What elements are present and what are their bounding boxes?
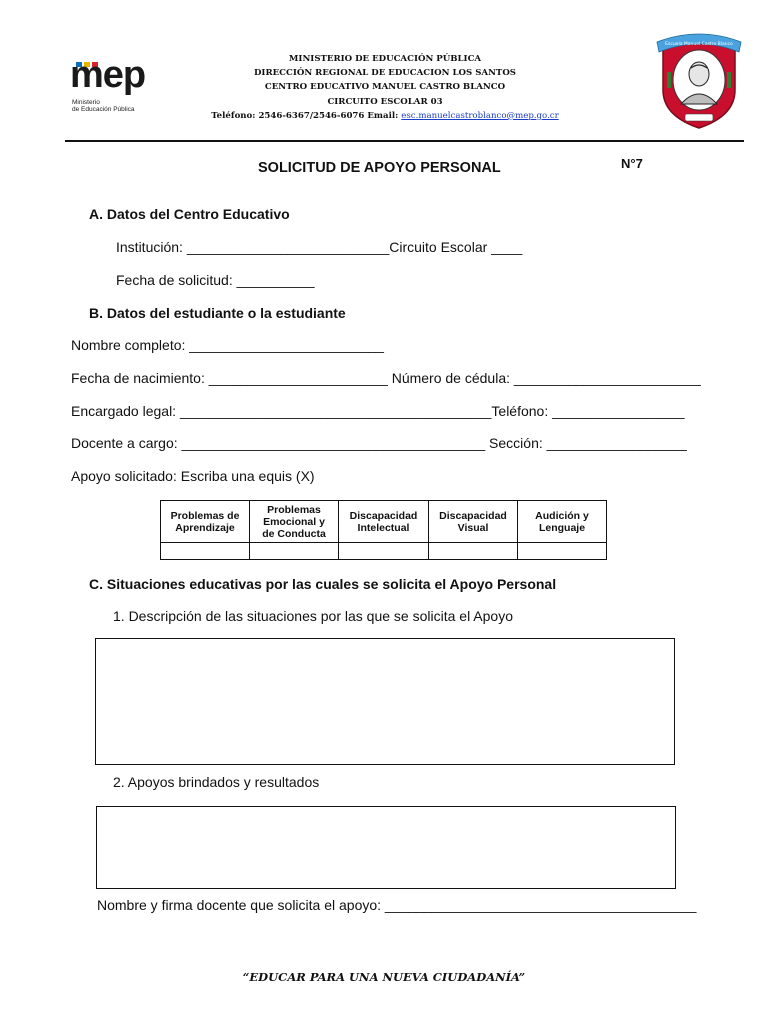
header-line-2: DIRECCIÓN REGIONAL DE EDUCACION LOS SANTOS xyxy=(253,68,517,79)
header-text xyxy=(150,52,620,123)
header-line-3: CENTRO EDUCATIVO MANUEL CASTRO BLANCO xyxy=(264,82,506,93)
nacimiento-cedula-field[interactable]: Fecha de nacimiento: _______________________ Número de cédula: ________________________ xyxy=(71,370,701,386)
table-header-row xyxy=(161,501,607,543)
cell-visual[interactable] xyxy=(429,543,518,560)
descripcion-textbox[interactable] xyxy=(95,638,675,765)
mep-logo xyxy=(70,54,150,120)
cell-intelectual[interactable] xyxy=(339,543,429,560)
email-link[interactable]: esc.manuelcastroblanco@mep.go.cr xyxy=(401,110,559,121)
encargado-telefono-field[interactable]: Encargado legal: ________________________________________Teléfono: _________________ xyxy=(71,403,685,419)
item-2-label: 2. Apoyos brindados y resultados xyxy=(113,774,320,790)
firma-field[interactable]: Nombre y firma docente que solicita el apoyo: ________________________________________ xyxy=(97,897,697,913)
section-a-heading: A. Datos del Centro Educativo xyxy=(89,206,290,222)
cell-aprendizaje[interactable] xyxy=(161,543,250,560)
crest-banner-text: Escuela Manuel Castro Blanco xyxy=(665,42,733,47)
form-title: SOLICITUD DE APOYO PERSONAL xyxy=(258,160,501,176)
fecha-solicitud-field[interactable]: Fecha de solicitud: __________ xyxy=(116,272,315,288)
header-intelectual: Discapacidad Intelectual xyxy=(339,501,429,543)
header-aprendizaje: Problemas de Aprendizaje xyxy=(161,501,250,543)
logo-word: mep xyxy=(70,54,146,96)
form-number: N°7 xyxy=(621,156,643,171)
header-visual: Discapacidad Visual xyxy=(429,501,518,543)
item-1-label: 1. Descripción de las situaciones por las que se solicita el Apoyo xyxy=(113,608,513,624)
header-divider xyxy=(65,140,744,142)
header-contact: Teléfono: 2546-6367/2546-6076 Email: esc.manuelcastroblanco@mep.go.cr xyxy=(211,110,559,121)
nombre-field[interactable]: Nombre completo: _________________________ xyxy=(71,337,384,353)
section-c-heading: C. Situaciones educativas por las cuales se solicita el Apoyo Personal xyxy=(89,576,557,592)
apoyo-instruction: Apoyo solicitado: Escriba una equis (X) xyxy=(71,468,315,484)
logo-subtitle: Ministerio de Educación Pública xyxy=(72,99,135,113)
institucion-field[interactable]: Institución: __________________________Circuito Escolar ____ xyxy=(116,239,523,255)
header-emocional: Problemas Emocional y de Conducta xyxy=(250,501,339,543)
section-b-heading: B. Datos del estudiante o la estudiante xyxy=(89,305,346,321)
footer-motto: “EDUCAR PARA UNA NUEVA CIUDADANÍA” xyxy=(242,970,526,984)
cell-audicion[interactable] xyxy=(518,543,607,560)
apoyos-textbox[interactable] xyxy=(96,806,676,889)
header-line-4: CIRCUITO ESCOLAR 03 xyxy=(327,96,443,107)
apoyo-table xyxy=(160,500,607,560)
docente-seccion-field[interactable]: Docente a cargo: _______________________________________ Sección: __________________ xyxy=(71,435,687,451)
header-line-1: MINISTERIO DE EDUCACIÓN PÚBLICA xyxy=(288,54,482,64)
school-crest-icon xyxy=(655,28,743,130)
table-row xyxy=(161,543,607,560)
header-audicion: Audición y Lenguaje xyxy=(518,501,607,543)
cell-emocional[interactable] xyxy=(250,543,339,560)
